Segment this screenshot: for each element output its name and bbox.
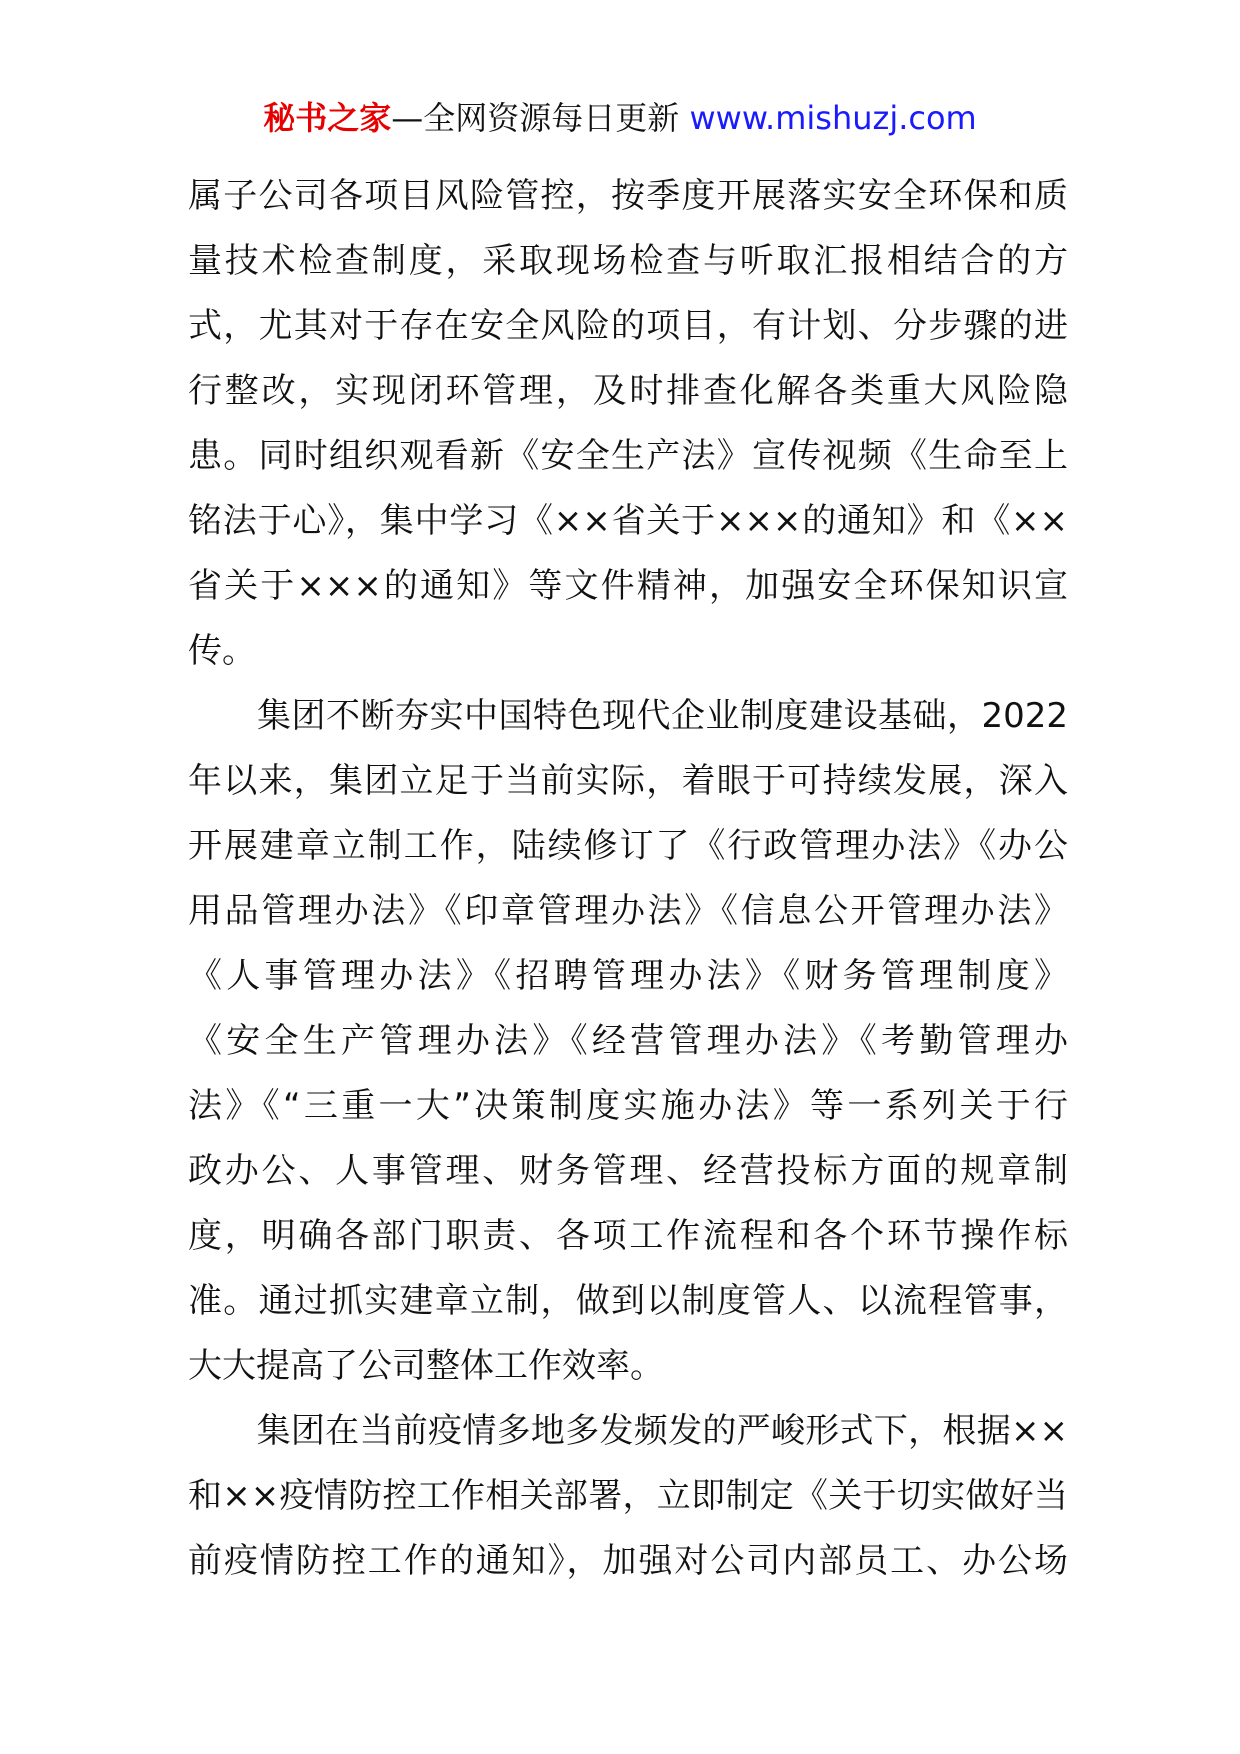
- text-line: 度，明确各部门职责、各项工作流程和各个环节操作标: [188, 1216, 1068, 1256]
- text-line-paragraph-end: 大大提高了公司整体工作效率。: [188, 1346, 664, 1386]
- text-line-paragraph-start: 集团在当前疫情多地多发频发的严峻形式下，根据××: [188, 1411, 1068, 1451]
- site-brand: 秘书之家: [263, 99, 392, 137]
- text-line: 政办公、人事管理、财务管理、经营投标方面的规章制: [188, 1151, 1068, 1191]
- text-line: 前疫情防控工作的通知》，加强对公司内部员工、办公场: [188, 1541, 1068, 1581]
- site-tagline: —全网资源每日更新: [391, 99, 690, 137]
- text-line: 开展建章立制工作，陆续修订了《行政管理办法》《办公: [188, 826, 1068, 866]
- text-line: 量技术检查制度，采取现场检查与听取汇报相结合的方: [188, 241, 1068, 281]
- site-url-link[interactable]: www.mishuzj.com: [689, 99, 977, 137]
- text-line: 属子公司各项目风险管控，按季度开展落实安全环保和质: [188, 176, 1068, 216]
- text-line-paragraph-start: 集团不断夯实中国特色现代企业制度建设基础，2022: [188, 696, 1068, 736]
- site-header: [0, 96, 1240, 140]
- text-line: 用品管理办法》《印章管理办法》《信息公开管理办法》: [188, 891, 1068, 931]
- document-body: [188, 164, 1068, 1594]
- text-line: 《安全生产管理办法》《经营管理办法》《考勤管理办: [188, 1021, 1068, 1061]
- text-line: 准。通过抓实建章立制，做到以制度管人、以流程管事，: [188, 1281, 1068, 1321]
- text-line: 年以来，集团立足于当前实际，着眼于可持续发展，深入: [188, 761, 1068, 801]
- text-line: 省关于×××的通知》等文件精神，加强安全环保知识宣: [188, 566, 1068, 606]
- text-line: 铭法于心》，集中学习《××省关于×××的通知》和《××: [188, 501, 1068, 541]
- text-line: 和××疫情防控工作相关部署，立即制定《关于切实做好当: [188, 1476, 1068, 1516]
- text-line-paragraph-end: 传。: [188, 631, 256, 671]
- text-line: 式，尤其对于存在安全风险的项目，有计划、分步骤的进: [188, 306, 1068, 346]
- text-line: 行整改，实现闭环管理，及时排查化解各类重大风险隐: [188, 371, 1068, 411]
- text-line: 患。同时组织观看新《安全生产法》宣传视频《生命至上: [188, 436, 1068, 476]
- text-line: 法》《“三重一大”决策制度实施办法》等一系列关于行: [188, 1086, 1068, 1126]
- text-line: 《人事管理办法》《招聘管理办法》《财务管理制度》: [188, 956, 1068, 996]
